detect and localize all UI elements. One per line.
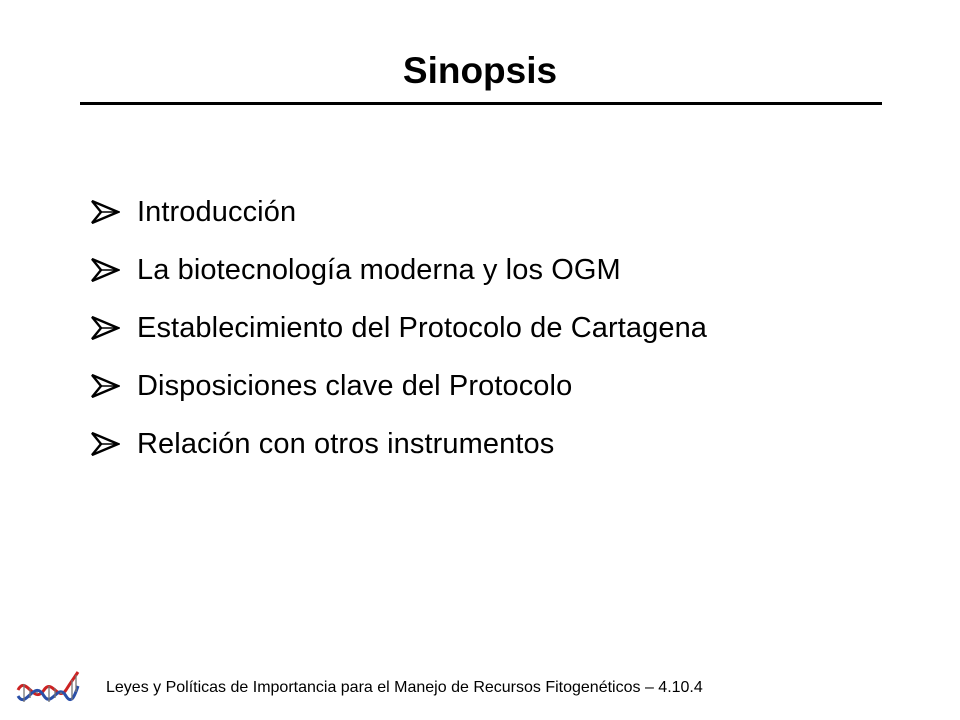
list-item-label: Relación con otros instrumentos xyxy=(137,427,555,460)
list-item xyxy=(90,299,707,357)
list-item-label: Introducción xyxy=(137,195,297,228)
list-item-label: Disposiciones clave del Protocolo xyxy=(137,369,573,402)
list-item-label: La biotecnología moderna y los OGM xyxy=(137,253,621,286)
list-item xyxy=(90,241,707,299)
title-underline xyxy=(80,102,882,105)
arrowhead-bullet-icon xyxy=(90,316,120,340)
arrowhead-bullet-icon xyxy=(90,374,120,398)
slide-title: Sinopsis xyxy=(402,50,558,91)
list-item xyxy=(90,357,707,415)
dna-helix-logo xyxy=(16,668,82,710)
list-item xyxy=(90,183,707,241)
arrowhead-bullet-icon xyxy=(90,200,120,224)
synopsis-list xyxy=(90,183,707,473)
footer-text: Leyes y Políticas de Importancia para el Manejo de Recursos Fitogenéticos – 4.10.4 xyxy=(106,679,703,696)
list-item xyxy=(90,415,707,473)
arrowhead-bullet-icon xyxy=(90,258,120,282)
arrowhead-bullet-icon xyxy=(90,432,120,456)
list-item-label: Establecimiento del Protocolo de Cartagena xyxy=(137,311,708,344)
